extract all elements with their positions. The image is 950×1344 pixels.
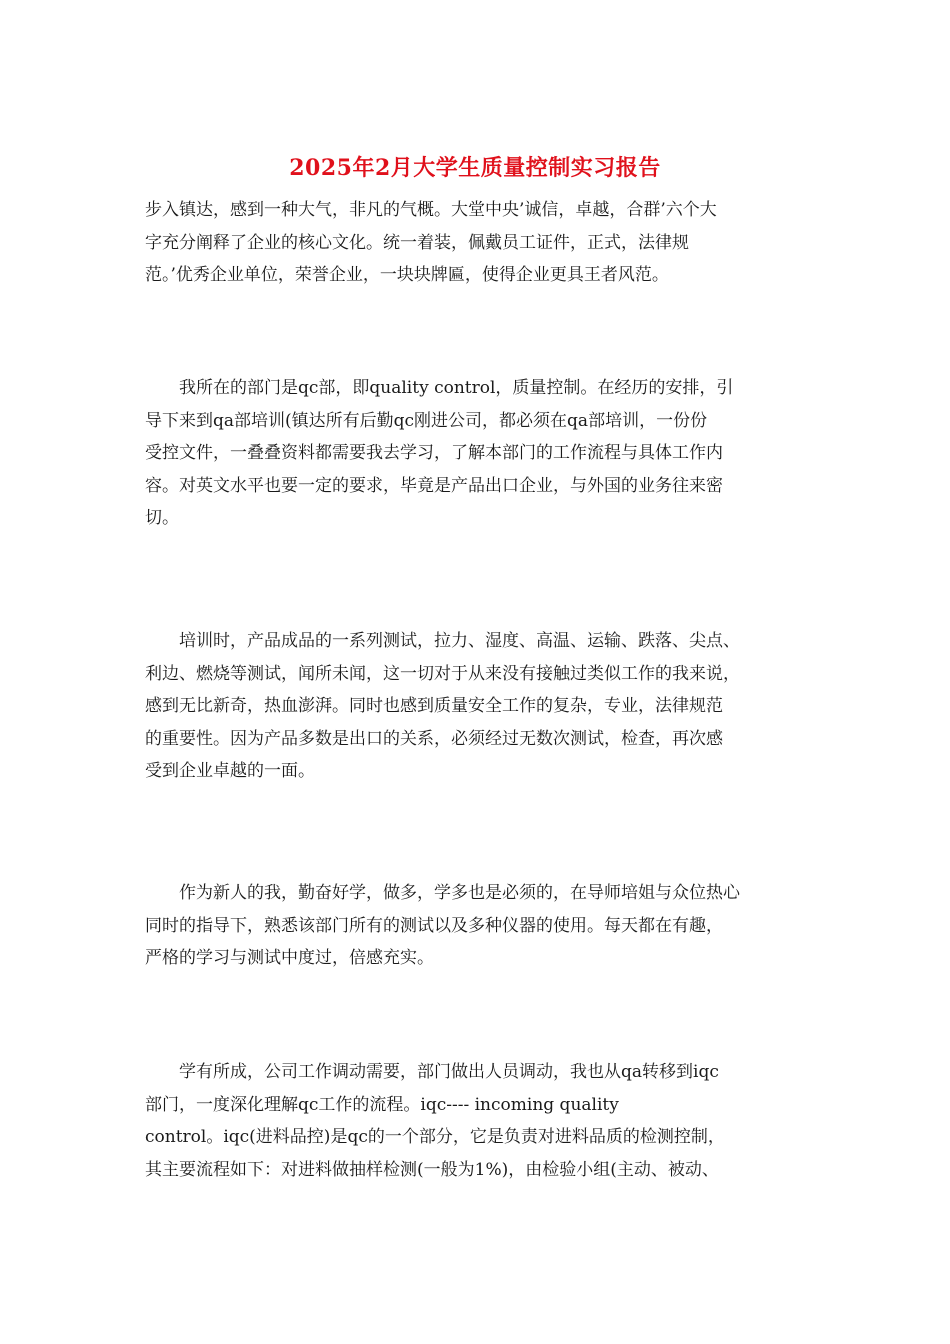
text-line: 学有所成，公司工作调动需要，部门做出人员调动，我也从qa转移到iqc	[179, 1062, 719, 1082]
paragraph-training	[145, 625, 810, 788]
text-line: 容。对英文水平也要一定的要求，毕竟是产品出口企业，与外国的业务往来密	[145, 475, 723, 496]
text-line: 的重要性。因为产品多数是出口的关系，必须经过无数次测试，检查，再次感	[145, 728, 723, 749]
text-line: 作为新人的我，勤奋好学，做多，学多也是必须的，在导师培姐与众位热心	[179, 883, 740, 903]
text-line: 受到企业卓越的一面。	[145, 761, 315, 781]
text-line: 我所在的部门是qc部，即quality control，质量控制。在经历的安排，引	[179, 378, 734, 398]
document-title: 2025年2月大学生质量控制实习报告	[289, 155, 661, 181]
paragraph-newcomer	[145, 877, 810, 975]
text-line: 范。’优秀企业单位，荣誉企业，一块块牌匾，使得企业更具王者风范。	[145, 265, 669, 285]
text-line: 同时的指导下，熟悉该部门所有的测试以及多种仪器的使用。每天都在有趣，	[145, 915, 723, 936]
paragraph-department	[145, 372, 810, 535]
paragraph-intro	[145, 194, 810, 292]
text-line: 培训时，产品成品的一系列测试，拉力、湿度、高温、运输、跌落、尖点、	[179, 631, 740, 651]
text-line: 感到无比新奇，热血澎湃。同时也感到质量安全工作的复杂，专业，法律规范	[145, 696, 723, 716]
text-line: 字充分阐释了企业的核心文化。统一着装，佩戴员工证件，正式，法律规	[145, 232, 689, 253]
text-line: 切。	[145, 508, 179, 528]
text-line: 受控文件，一叠叠资料都需要我去学习，了解本部门的工作流程与具体工作内	[145, 443, 723, 463]
paragraph-iqc	[145, 1056, 810, 1186]
text-line: 其主要流程如下：对进料做抽样检测(一般为1%)，由检验小组(主动、被动、	[145, 1159, 719, 1180]
text-line: control。iqc(进料品控)是qc的一个部分，它是负责对进料品质的检测控制，	[145, 1127, 725, 1147]
text-line: 步入镇达，感到一种大气，非凡的气概。大堂中央’诚信，卓越，合群’六个大	[145, 200, 717, 220]
text-line: 导下来到qa部培训(镇达所有后勤qc刚进公司，都必须在qa部培训，一份份	[145, 410, 708, 431]
text-line: 利边、燃烧等测试，闻所未闻，这一切对于从来没有接触过类似工作的我来说，	[145, 663, 740, 684]
text-line: 部门，一度深化理解qc工作的流程。iqc---- incoming quality	[145, 1094, 619, 1115]
text-line: 严格的学习与测试中度过，倍感充实。	[145, 948, 434, 968]
